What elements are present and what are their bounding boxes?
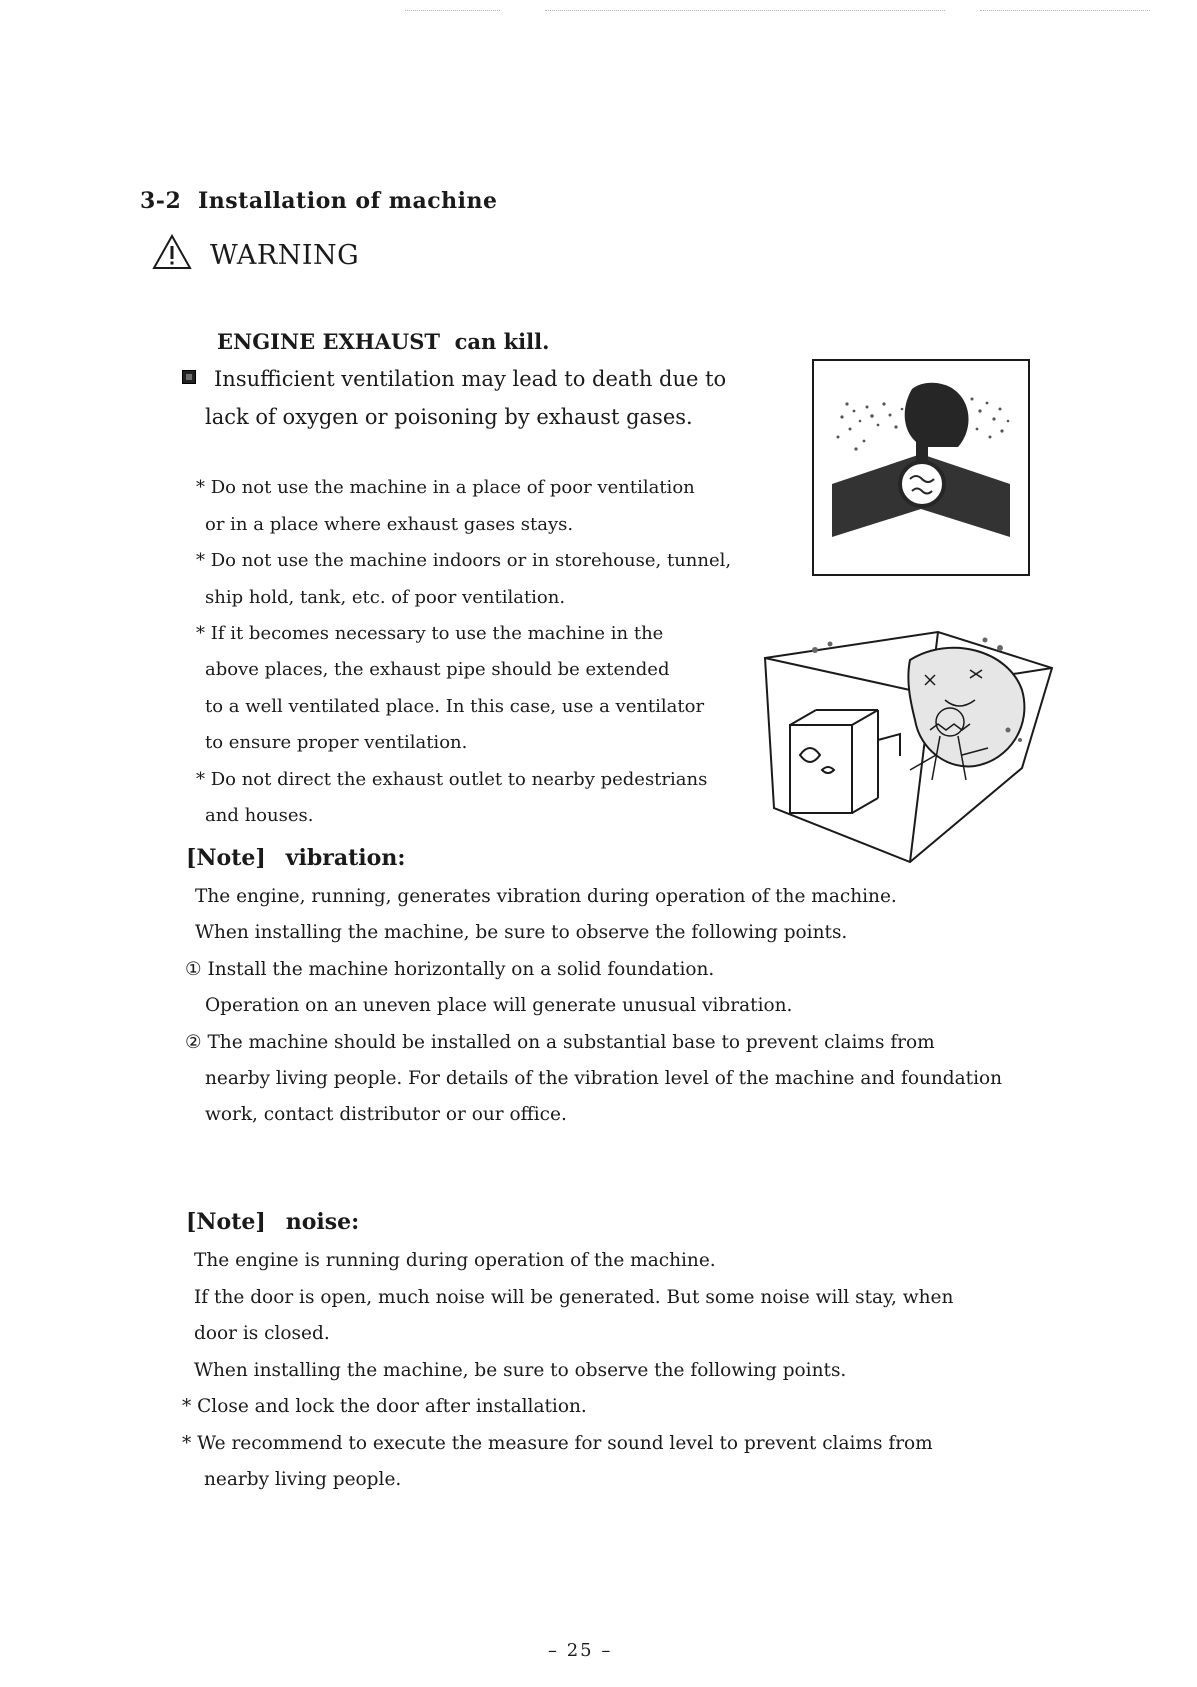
bullet-3-line-2: above places, the exhaust pipe should be extended: [205, 659, 670, 680]
bullet-2-line-1: * Do not use the machine indoors or in storehouse, tunnel,: [196, 550, 732, 571]
section-title-text: Installation of machine: [198, 188, 498, 214]
section-number: 3-2: [140, 188, 182, 214]
lead-line-2: lack of oxygen or poisoning by exhaust gases.: [205, 405, 693, 429]
danger-heading-rest: can kill.: [454, 329, 550, 354]
vibration-line-2: When installing the machine, be sure to observe the following points.: [195, 922, 848, 943]
section-title: [140, 188, 497, 214]
noise-line-2: If the door is open, much noise will be generated. But some noise will stay, when: [194, 1287, 954, 1308]
bullet-3-line-4: to ensure proper ventilation.: [205, 732, 468, 753]
bullet-3-line-3: to a well ventilated place. In this case, use a ventilator: [205, 696, 705, 717]
note-topic: vibration:: [285, 845, 406, 871]
vibration-line-5: ② The machine should be installed on a substantial base to prevent claims from: [185, 1032, 935, 1053]
bullet-4-line-2: and houses.: [205, 805, 314, 826]
noise-line-5: * Close and lock the door after installation.: [182, 1396, 587, 1417]
noise-line-7: nearby living people.: [204, 1469, 402, 1490]
lead-line-1: Insufficient ventilation may lead to death due to: [214, 367, 727, 391]
bullet-2-line-2: ship hold, tank, etc. of poor ventilation.: [205, 587, 566, 608]
square-bullet-icon: [182, 370, 196, 384]
bullet-1-line-2: or in a place where exhaust gases stays.: [205, 514, 574, 535]
scan-dots: [545, 10, 945, 11]
danger-heading-main: ENGINE EXHAUST: [217, 329, 441, 354]
bullet-1-line-1: * Do not use the machine in a place of poor ventilation: [196, 477, 695, 498]
vibration-line-3: ① Install the machine horizontally on a solid foundation.: [185, 959, 715, 980]
bullet-3-line-1: * If it becomes necessary to use the machine in the: [196, 623, 664, 644]
note-noise-heading: [186, 1209, 359, 1235]
bullet-4-line-1: * Do not direct the exhaust outlet to nearby pedestrians: [196, 769, 708, 790]
scan-dots: [405, 10, 500, 11]
enclosed-room-illustration: [760, 630, 1060, 870]
vibration-line-4: Operation on an uneven place will generate unusual vibration.: [205, 995, 793, 1016]
noise-line-1: The engine is running during operation of the machine.: [194, 1250, 716, 1271]
noise-line-6: * We recommend to execute the measure for sound level to prevent claims from: [182, 1433, 933, 1454]
page-number: – 25 –: [548, 1640, 613, 1661]
note-topic: noise:: [285, 1209, 360, 1235]
noise-line-4: When installing the machine, be sure to observe the following points.: [194, 1360, 847, 1381]
note-vibration-heading: [186, 845, 405, 871]
danger-heading: [217, 329, 549, 354]
vibration-line-6: nearby living people. For details of the vibration level of the machine and foundation: [205, 1068, 1003, 1089]
scan-dots: [980, 10, 1150, 11]
vibration-line-7: work, contact distributor or our office.: [205, 1104, 567, 1125]
exhaust-hazard-pictogram: [812, 359, 1030, 576]
warning-triangle-icon: [152, 234, 192, 270]
warning-label: WARNING: [210, 240, 360, 271]
note-bracket: [Note]: [186, 845, 266, 871]
note-bracket: [Note]: [186, 1209, 266, 1235]
noise-line-3: door is closed.: [194, 1323, 330, 1344]
vibration-line-1: The engine, running, generates vibration during operation of the machine.: [195, 886, 897, 907]
